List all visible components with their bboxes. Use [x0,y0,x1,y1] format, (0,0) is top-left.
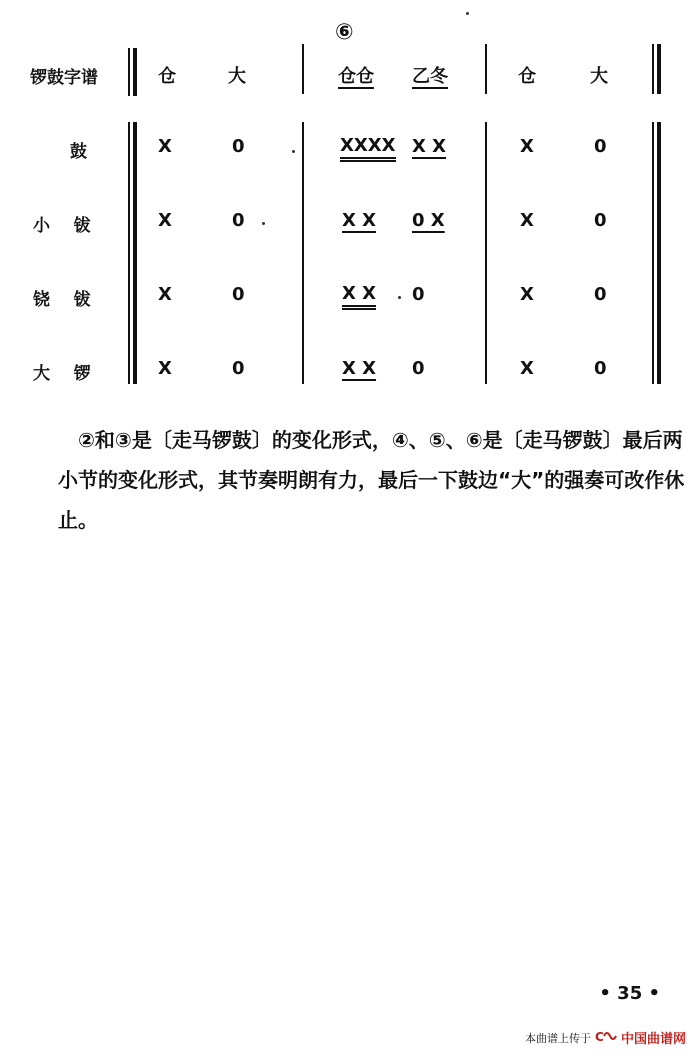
cell-r0-m3-b1: 仓 [518,66,536,87]
cell-r2-m2-b1: X X [342,210,377,231]
print-speck [398,296,401,299]
barline-2-main [485,122,487,384]
cell-r1-m3-b2: 0 [594,136,607,157]
cell-r2-m3-b1: X [520,210,534,231]
cell-r2-m3-b2: 0 [594,210,607,231]
section-marker: ⑥ [335,20,354,45]
cell-r1-m1-b1: X [158,136,172,157]
cell-r3-m3-b2: 0 [594,284,607,305]
cell-r3-m1-b1: X [158,284,172,305]
svg-text:C: C [594,1030,604,1043]
row-label-small-cymbal: 小 钹 [33,216,91,236]
footer-brand[interactable]: 中国曲谱网 [620,1032,686,1047]
cell-r3-m2-b1: X X [342,284,376,310]
row-label-big-gong: 大 锣 [33,364,91,384]
explanation-paragraph: ②和③是〔走马锣鼓〕的变化形式，④、⑤、⑥是〔走马锣鼓〕最后两小节的变化形式，其节奏明朗有力，最后一下鼓边“大”的强奏可改作休止。 [58,428,685,532]
system-bracket-main [128,122,137,384]
cell-r3-m3-b1: X [520,284,534,305]
print-speck [292,150,295,153]
row-label-score: 锣鼓字谱 [30,68,98,88]
row-label-drum: 鼓 [70,142,87,162]
cell-r1-m1-b2: 0 [232,136,245,157]
footer-prefix: 本曲谱上传于 [524,1031,591,1045]
barline-1-main [302,122,304,384]
cell-r1-m2-b1: XXXX [340,136,396,162]
cell-r2-m2-b2: 0 X [412,210,445,231]
cell-r4-m2-b1: X X [342,358,377,379]
cell-r4-m1-b1: X [158,358,172,379]
final-barline-top [652,44,661,94]
cell-r0-m1-b2: 大 [228,66,246,87]
cell-r4-m1-b2: 0 [232,358,245,379]
page-number: • 35 • [599,983,660,1004]
logo-icon [595,1029,617,1046]
cell-r4-m2-b2: 0 [412,358,425,379]
cell-r0-m2-b2: 乙冬 [412,66,448,87]
barline-2-top [485,44,487,94]
print-speck [466,12,469,15]
cell-r0-m2-b1: 仓仓 [338,66,374,87]
system-bracket-top [128,48,137,96]
cell-r2-m1-b2: 0 [232,210,245,231]
cell-r4-m3-b1: X [520,358,534,379]
print-speck [262,222,265,225]
cell-r1-m2-b2: X X [412,136,447,157]
cell-r3-m1-b2: 0 [232,284,245,305]
cell-r0-m1-b1: 仓 [158,66,176,87]
row-label-nao-cymbal: 铙 钹 [33,290,91,310]
cell-r3-m2-b2: 0 [412,284,425,305]
cell-r4-m3-b2: 0 [594,358,607,379]
cell-r0-m3-b2: 大 [590,66,608,87]
barline-1-top [302,44,304,94]
footer-watermark [525,1028,686,1047]
final-barline-main [652,122,661,384]
cell-r2-m1-b1: X [158,210,172,231]
cell-r1-m3-b1: X [520,136,534,157]
